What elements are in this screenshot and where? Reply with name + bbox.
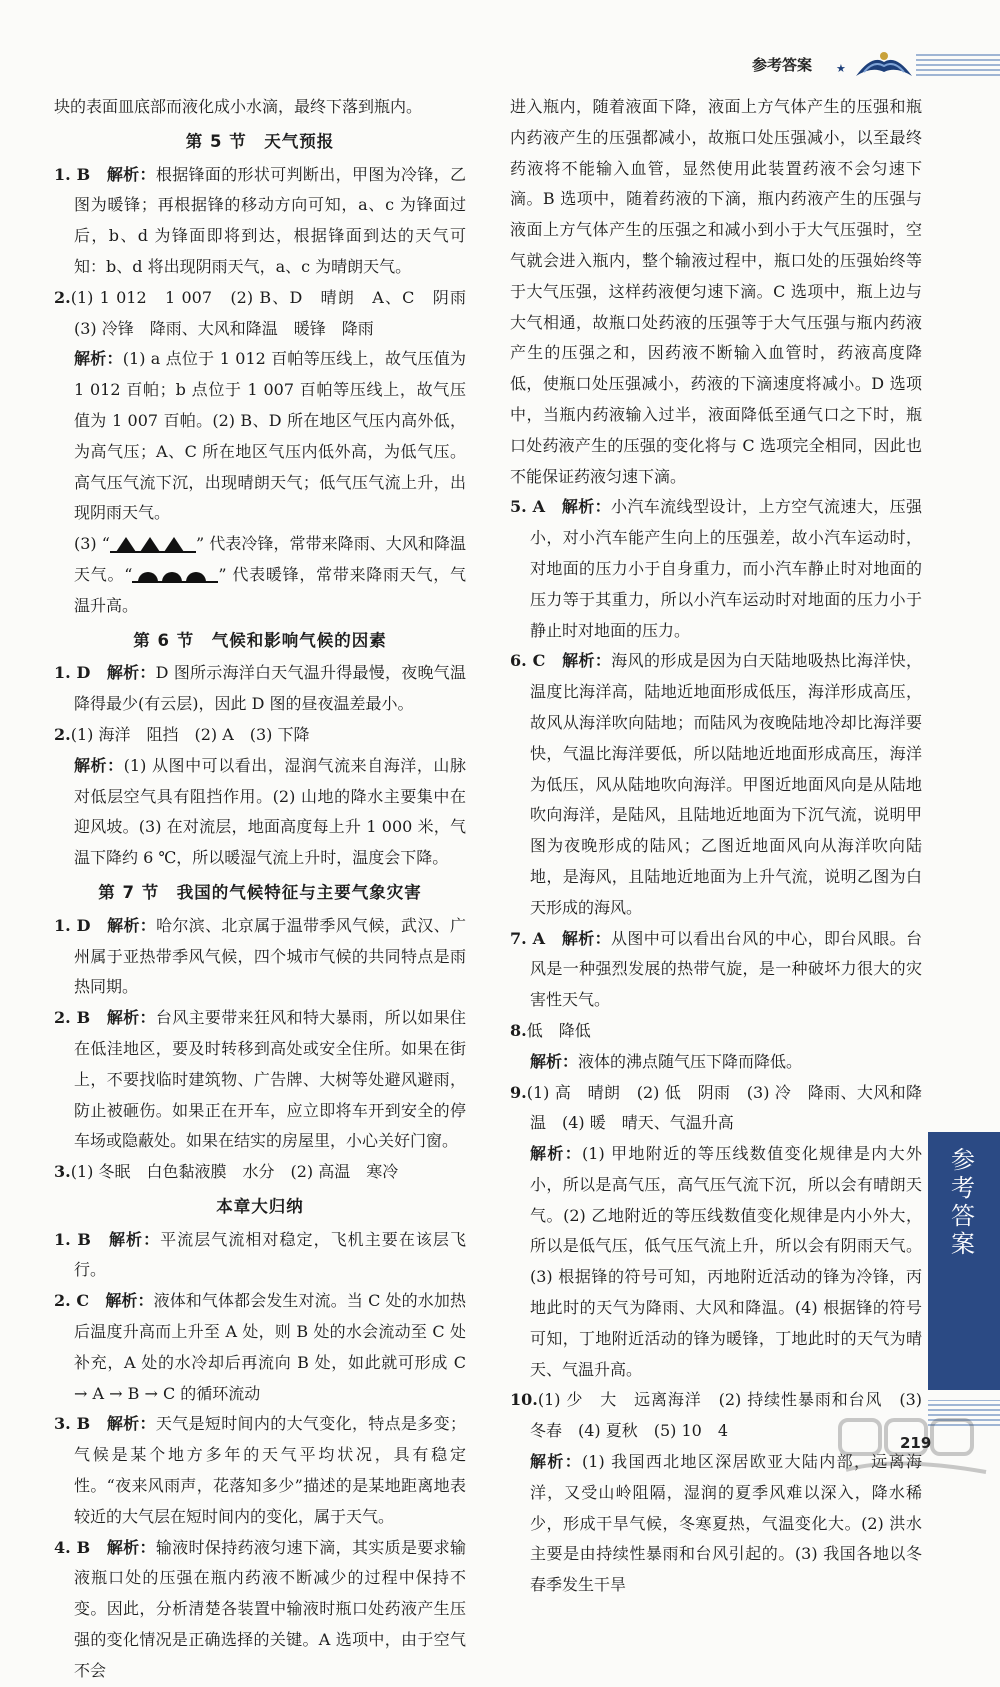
analysis-paragraph [510, 1139, 922, 1385]
answer-item [510, 1016, 922, 1047]
answer-item [510, 492, 922, 646]
page-header [752, 48, 1000, 84]
answer-number: 3. [54, 1162, 71, 1182]
header-stripes [916, 54, 1000, 76]
analysis-text: (1) 从图中可以看出，湿润气流来自海洋，山脉对低层空气具有阻挡作用。(2) 山地的降水主要集中在迎风坡。(3) 在对流层，地面高度每上升 1 000 米，气温下降约 6 ℃，所以暖湿气流上升时，温度会下降。 [74, 755, 466, 868]
answer-number: 9. [510, 1082, 527, 1102]
analysis-paragraph [510, 1047, 922, 1078]
analysis-label: 解析： [530, 1051, 579, 1071]
analysis-label: 解析： [106, 1008, 156, 1028]
analysis-paragraph [54, 344, 466, 529]
intro-text: 块的表面皿底部而液化成小水滴，最终下落到瓶内。 [54, 97, 423, 116]
answer-number: 1. D [54, 663, 91, 683]
section-title-summary: 本章大归纳 [216, 1196, 304, 1216]
section-title-5: 第 5 节 天气预报 [185, 131, 335, 151]
analysis-label: 解析： [561, 497, 612, 517]
answer-number: 10. [510, 1390, 538, 1410]
analysis-text: 从图中可以看出台风的中心，即台风眼。台风是一种强烈发展的热带气旋，是一种破坏力很大的灾害性天气。 [530, 928, 922, 1010]
answer-item [510, 646, 922, 923]
analysis-text: D 图所示海洋白天气温升得最慢，夜晚气温降得最少(有云层)，因此 D 图的昼夜温差最小。 [74, 663, 466, 714]
answer-item [54, 1409, 466, 1532]
cold-front-symbol-icon [110, 535, 196, 555]
analysis-text: 液体的沸点随气压下降而降低。 [578, 1051, 803, 1071]
side-tab [928, 1132, 1000, 1390]
analysis-text: 台风主要带来狂风和特大暴雨，所以如果住在低洼地区，要及时转移到高处或安全住所。如果在街上，不要找临时建筑物、广告牌、大树等处避风避雨，防止被砸伤。如果正在开车，应立即将车开到安全的停车场或隐蔽处。如果在结实的房屋里，小心关好门窗。 [74, 1008, 466, 1151]
analysis-label: 解析： [562, 651, 612, 671]
analysis-label: 解析： [106, 1537, 156, 1557]
answer-number: 2. C [54, 1291, 90, 1311]
answer-text: (1) 高 晴朗 (2) 低 阴雨 (3) 冷 降雨、大风和降温 (4) 暖 晴天、气温升高 [526, 1082, 922, 1133]
answer-item [54, 720, 466, 751]
answer-item [54, 160, 466, 283]
header-label: 参考答案 [752, 56, 813, 74]
analysis-text: 天气是短时间内的大气变化，特点是多变；气候是某个地方多年的天气平均状况，具有稳定性。“夜来风雨声，花落知多少”描述的是某地距离地表较近的大气层在短时间内的变化，属于天气。 [74, 1414, 466, 1526]
analysis-label: 解析： [107, 915, 157, 935]
answer-number: 1. D [54, 915, 91, 935]
answer-item [54, 658, 466, 720]
analysis-label: 解析： [106, 663, 156, 683]
answer-number: 5. A [510, 497, 546, 517]
analysis-label: 解析： [530, 1144, 583, 1164]
page-number: 219 [900, 1434, 932, 1452]
answer-item [54, 1157, 466, 1188]
answer-item [510, 924, 922, 1016]
section-title-6: 第 6 节 气候和影响气候的因素 [133, 630, 387, 650]
analysis-text: (1) a 点位于 1 012 百帕等压线上，故气压值为 1 012 百帕；b 点位于 1 007 百帕等压线上，故气压值为 1 007 百帕。(2) B、D 所在地区气压内高外低，为高气压；A、C 所在地区气压内低外高，为低气压。高气压气流下沉，出现晴朗天气；低气压气流上升，出现阴雨天气。 [74, 349, 466, 523]
answer-text: 低 降低 [526, 1020, 591, 1040]
answer-number: 8. [510, 1020, 527, 1040]
analysis-label: 解析： [108, 1229, 161, 1249]
answer-number: 2. [54, 287, 71, 307]
analysis-text: 输液时保持药液匀速下滴，其实质是要求输液瓶口处的压强在瓶内药液不断减少的过程中保持不变。因此，分析清楚各装置中输液时瓶口处药液产生压强的变化情况是正确选择的关键。A 选项中，由于空气不会 [74, 1537, 466, 1680]
answer-number: 2. B [54, 1008, 91, 1028]
analysis-label: 解析： [106, 1414, 156, 1434]
analysis-label: 解析： [561, 928, 612, 948]
answer-text: (1) 海洋 阻挡 (2) A (3) 下降 [70, 724, 310, 744]
section-title-7: 第 7 节 我国的气候特征与主要气象灾害 [98, 882, 422, 902]
analysis-label: 解析： [74, 349, 123, 369]
analysis-text: (1) 甲地附近的等压线数值变化规律是内大外小，所以是高气压，高气压气流下沉，所以会有晴朗天气。(2) 乙地附近的等压线数值变化规律是内小外大，所以是低气压，低气压气流上升，所以会有阴雨天气。(3) 根据锋的符号可知，丙地附近活动的锋为冷锋，丙地此时的天气为降雨、大风和降温。(4) 根据锋的符号可知，丁地附近活动的锋为暖锋，丁地此时的天气为晴天、气温升高。 [530, 1144, 922, 1379]
star-icon: ★ [836, 62, 846, 75]
analysis-text: (1) 我国西北地区深居欧亚大陆内部，远离海洋，又受山岭阻隔，湿润的夏季风难以深入，降水稀少，形成干旱气候，冬寒夏热，气温变化大。(2) 洪水主要是由持续性暴雨和台风引起的。(3) 我国各地以冬春季发生干旱 [530, 1452, 922, 1595]
analysis-text: 小汽车流线型设计，上方空气流速大，压强小，对小汽车能产生向上的压强差，故小汽车运动时，对地面的压力小于自身重力，而小汽车静止时对地面的压力等于其重力，所以小汽车运动时对地面的压力小于静止时对地面的压力。 [530, 497, 922, 640]
answer-item [54, 1286, 466, 1409]
continued-text: 进入瓶内，随着液面下降，液面上方气体产生的压强和瓶内药液产生的压强都减小，故瓶口处压强减小，以至最终药液将不能输入血管，显然使用此装置药液不会匀速下滴。B 选项中，随着药液的下滴，瓶内药液产生的压强与液面上方气体产生的压强之和减小到小于大气压强时，空气就会进入瓶内，整个输液过程中，瓶口处的压强始终等于大气压强，这样药液便匀速下滴。C 选项中，瓶上边与大气相通，故瓶口处药液的压强等于大气压强与瓶内药液产生的压强之和，因药液不断输入血管时，药液高度降低，使瓶口处压强减小，药液的下滴速度将减小。D 选项中，当瓶内药液输入过半，液面降低至通气口之下时，瓶口处药液产生的压强的变化将与 C 选项完全相同，因此也不能保证药液匀速下滴。 [510, 97, 922, 486]
answer-number: 6. C [510, 651, 546, 671]
analysis-text: ” 代表冷锋，常带来降雨、大风和降温天气。“ [74, 534, 466, 584]
right-column [510, 92, 922, 1601]
answer-item [510, 1078, 922, 1140]
analysis-text: (3) “ [74, 534, 110, 554]
answer-item [54, 1003, 466, 1157]
warm-front-symbol-icon [132, 565, 218, 585]
answer-number: 7. A [510, 928, 546, 948]
answer-text: (1) 冬眠 白色黏液膜 水分 (2) 高温 寒冷 [70, 1162, 399, 1182]
answer-number: 1. B [54, 164, 91, 184]
answer-item [54, 911, 466, 1003]
answer-text: (1) 1 012 1 007 (2) B、D 晴朗 A、C 阴雨 (3) 冷锋 降雨、大风和降温 暖锋 降雨 [70, 287, 483, 338]
answer-item [54, 1533, 466, 1687]
answer-item [54, 283, 483, 345]
answer-number: 1. B [54, 1229, 91, 1249]
answer-item [54, 1225, 466, 1287]
analysis-text: 液体和气体都会发生对流。当 C 处的水加热后温度升高而上升至 A 处，则 B 处的水会流动至 C 处补充，A 处的水冷却后再流向 B 处，如此就可形成 C → A → B → C 的循环流动 [74, 1291, 466, 1403]
analysis-paragraph [54, 751, 466, 874]
analysis-label: 解析： [106, 164, 156, 184]
analysis-text: 海风的形成是因为白天陆地吸热比海洋快，温度比海洋高，陆地近地面形成低压，海洋形成高压，故风从海洋吹向陆地；而陆风为夜晚陆地冷却比海洋要快，气温比海洋要低，所以陆地近地面形成高压，海洋为低压，风从陆地吹向海洋。甲图近地面风向是从陆地吹向海洋，是陆风，且陆地近地面为下沉气流，说明甲图为夜晚形成的陆风；乙图近地面风向从海洋吹向陆地，是海风，且陆地近地面为上升气流，说明乙图为白天形成的海风。 [530, 651, 922, 917]
answer-number: 4. B [54, 1537, 91, 1557]
analysis-label: 解析： [530, 1452, 583, 1472]
analysis-text: ” 代表暖锋，常带来降雨天气，气温升高。 [74, 564, 466, 615]
analysis-label: 解析： [105, 1291, 154, 1311]
answer-text: (1) 少 大 远离海洋 (2) 持续性暴雨和台风 (3) 冬春 (4) 夏秋 (5) 10 4 [530, 1390, 922, 1441]
book-logo-icon [852, 48, 916, 82]
analysis-text: 平流层气流相对稳定，飞机主要在该层飞行。 [74, 1229, 466, 1280]
left-column [54, 92, 483, 1687]
analysis-text: 根据锋面的形状可判断出，甲图为冷锋，乙图为暖锋；再根据锋的移动方向可知，a、c 为锋面过后，b、d 为锋面即将到达，根据锋面到达的天气可知：b、d 将出现阴雨天气，a、c 为晴朗天气。 [74, 164, 466, 276]
answer-number: 3. B [54, 1414, 91, 1434]
analysis-label: 解析： [74, 755, 124, 775]
analysis-text: 哈尔滨、北京属于温带季风气候，武汉、广州属于亚热带季风气候，四个城市气候的共同特点是雨热同期。 [74, 915, 466, 997]
side-tab-label: 参考答案 [951, 1146, 977, 1258]
front-symbol-paragraph [54, 529, 466, 621]
answer-number: 2. [54, 724, 71, 744]
